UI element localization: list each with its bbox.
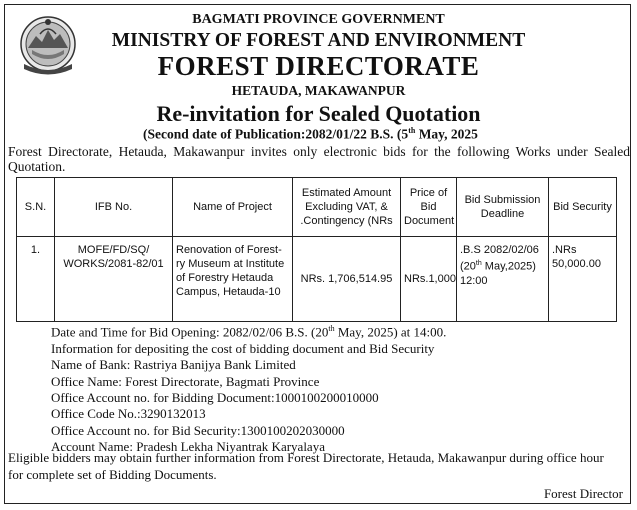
cell-sn: 1. (17, 237, 55, 322)
cell-price: NRs.1,000 (401, 237, 457, 322)
cell-estimate: NRs. 1,706,514.95 (293, 237, 401, 322)
intro-paragraph: Forest Directorate, Hetauda, Makawanpur invites only electronic bids for the following Works under Sealed Quotation. (8, 144, 630, 174)
cell-deadline (457, 237, 549, 322)
eligibility-note: Eligible bidders may obtain further information from Forest Directorate, Hetauda, Makawanpur during office hour for complete set of Bidding Documents. (8, 450, 604, 482)
security-currency: .NRs (552, 244, 577, 256)
account-name: Account Name: Pradesh Lekha Niyantrak Karyalaya (51, 439, 325, 455)
office-name: Office Name: Forest Directorate, Bagmati Province (51, 373, 320, 389)
cell-ifb: MOFE/FD/SQ/ WORKS/2081-82/01 (55, 237, 173, 322)
header-security: Bid Security (549, 178, 617, 237)
bid-opening: Date and Time for Bid Opening: 2082/02/06 B.S. (20th May, 2025) at 14:00. (51, 324, 447, 340)
office-code: Office Code No.:3290132013 (51, 406, 206, 422)
deadline-ad-date: (20th May,2025) (460, 260, 536, 273)
notice-title: Re-invitation for Sealed Quotation (156, 101, 481, 126)
deposit-info: Information for depositing the cost of bidding document and Bid Security (51, 340, 435, 356)
header-price: Price of Bid Document (401, 178, 457, 237)
header-deadline: Bid Submission Deadline (457, 178, 549, 237)
details-block (51, 321, 446, 456)
header-project: Name of Project (173, 178, 293, 237)
deadline-time: 12:00 (460, 274, 488, 287)
header-estimate: Estimated Amount Excluding VAT, & .Contingency (NRs (293, 178, 401, 237)
government-heading: BAGMATI PROVINCE GOVERNMENT (192, 12, 445, 27)
signature: Forest Director (543, 486, 623, 501)
cell-security (549, 237, 617, 322)
account-bidding-document: Office Account no. for Bidding Document:1000100200010000 (51, 389, 379, 405)
deadline-date: .B.S 2082/02/06 (460, 244, 539, 256)
directorate-heading: FOREST DIRECTORATE (157, 51, 480, 81)
header-ifb: IFB No. (55, 178, 173, 237)
table-header-row (17, 178, 617, 237)
location-heading: HETAUDA, MAKAWANPUR (231, 83, 406, 98)
header-sn: S.N. (17, 178, 55, 237)
bank-name: Name of Bank: Rastriya Banijya Bank Limited (51, 357, 296, 373)
publication-date: (Second date of Publication:2082/01/22 B.S. (5th May, 2025 (143, 126, 478, 142)
table-row (17, 237, 617, 322)
bid-table (16, 177, 617, 322)
security-amount: 50,000.00 (552, 258, 601, 270)
cell-project: Renovation of Forest-ry Museum at Institute of Forestry Hetauda Campus, Hetauda-10 (173, 237, 293, 322)
ministry-heading: MINISTRY OF FOREST AND ENVIRONMENT (111, 30, 526, 51)
account-bid-security: Office Account no. for Bid Security:1300100202030000 (51, 422, 345, 438)
